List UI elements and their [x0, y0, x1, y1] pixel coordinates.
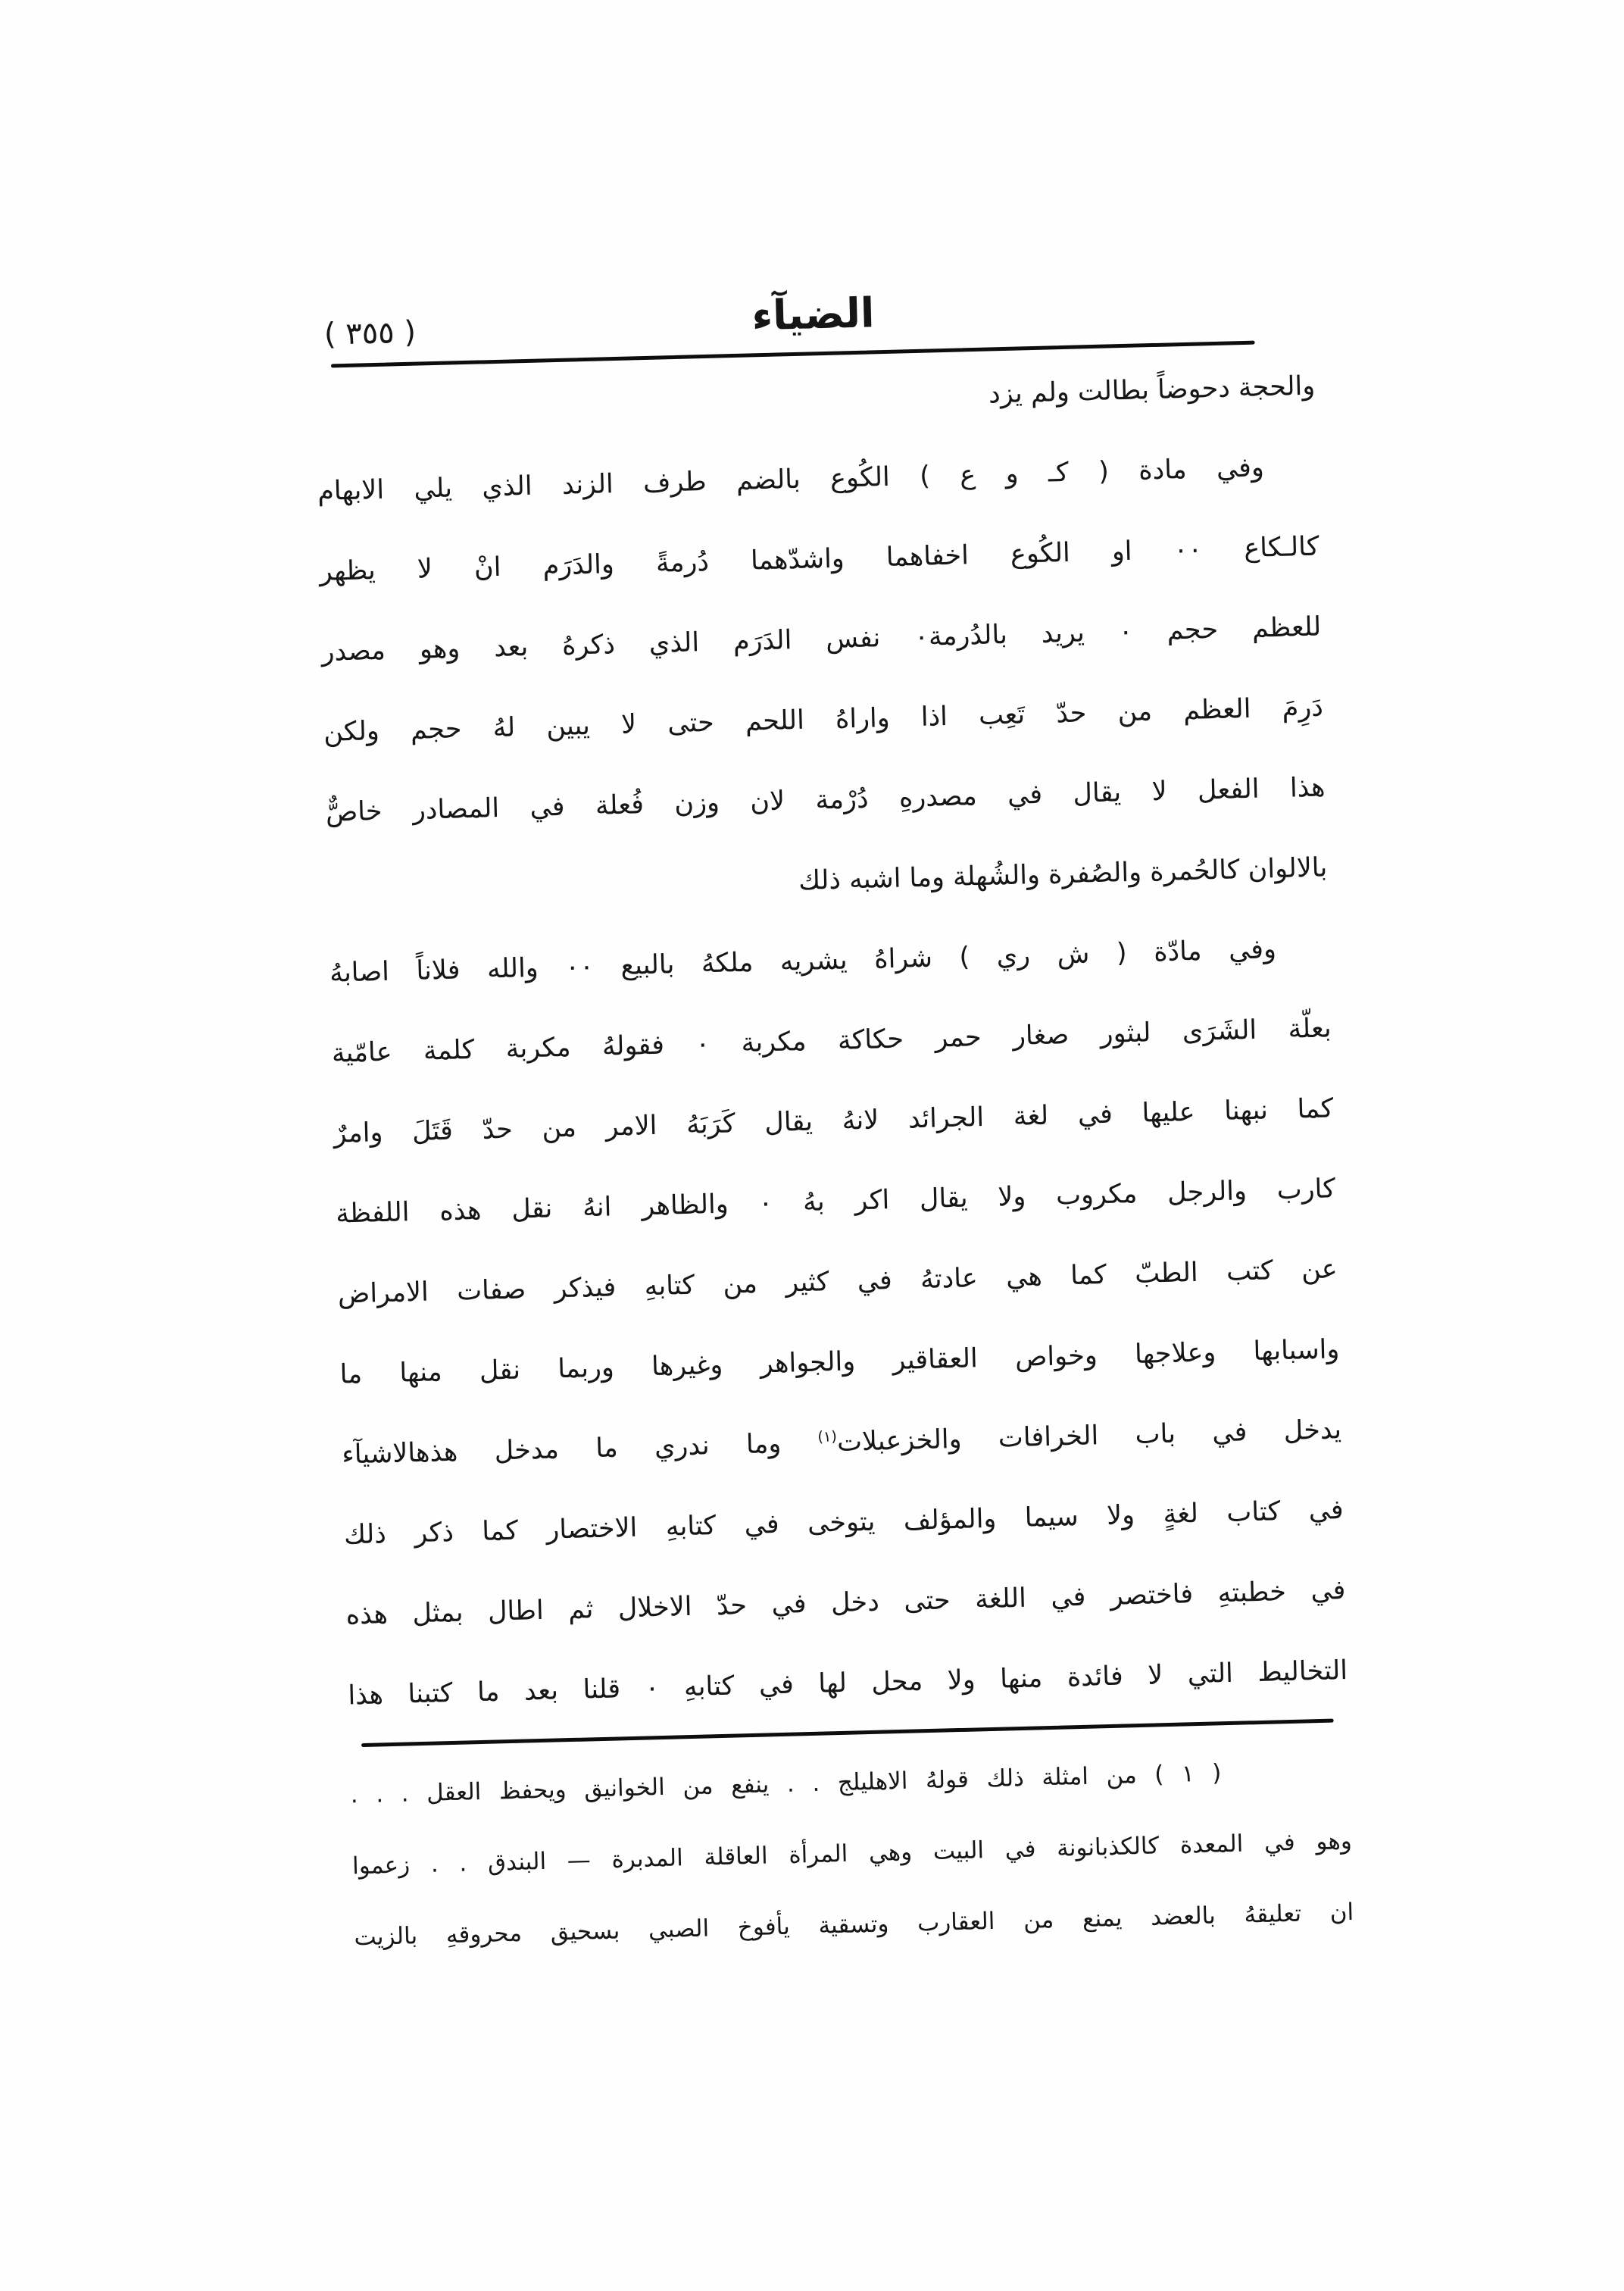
page-content — [312, 244, 1355, 1974]
body-line: هذا الفعل لا يقال في مصدرهِ دُرْمة لان وزن فُعلة في المصادر خاصٌّ — [325, 772, 1326, 828]
body-line: وفي مادّة ( ش ري ) شراهُ يشريه ملكهُ بالبيع ٠٠ والله فلاناً اصابهُ — [329, 934, 1277, 989]
line-text: يدخل في باب الخرافات والخزعبلات — [836, 1414, 1342, 1458]
body-line: كارب والرجل مكروب ولا يقال اكر بهُ ٠ والظاهر انهُ نقل هذه اللفظة — [335, 1174, 1336, 1230]
footnote-line: ان تعليقهُ بالعضد يمنع من العقارب وتسقية يأفوخ الصبي بسحيق محروقهِ بالزيت — [354, 1898, 1354, 1952]
body-line: في كتاب لغةٍ ولا سيما والمؤلف يتوخى في كتابهِ الاختصار كما ذكر ذلك — [343, 1495, 1344, 1551]
body-line: دَرِمَ العظم من حدّ تَعِب اذا واراهُ اللحم حتى لا يبين لهُ حجم ولكن — [323, 692, 1324, 748]
body-line: في خطبتهِ فاختصر في اللغة حتى دخل في حدّ الاخلال ثم اطال بمثل هذه — [345, 1575, 1346, 1631]
body-line: عن كتب الطبّ كما هي عادتهُ في كثير من كتابهِ فيذكر صفات الامراض — [337, 1254, 1338, 1310]
page-header — [312, 244, 1313, 354]
body-line: وفي مادة ( كـ و ع ) الكُوع بالضم طرف الزند الذي يلي الابهام — [317, 452, 1265, 507]
body-line: واسبابها وعلاجها وخواص العقاقير والجواهر وغيرها وربما نقل منها ما — [339, 1334, 1340, 1390]
page-number: ( ٣٥٥ ) — [323, 314, 417, 352]
body-line: والحجة دحوضاً بطالت ولم يزد — [988, 370, 1316, 410]
body-line: بعلّة الشَرَى لبثور صغار حمر حكاكة مكربة ٠ فقولهُ مكربة كلمة عامّية — [331, 1013, 1332, 1069]
footnote-line: وهو في المعدة كالكذبانونة في البيت وهي المرأة العاقلة المدبرة — البندق . . زعموا — [351, 1827, 1353, 1880]
footnote-text — [350, 1734, 1355, 1973]
body-line: للعظم حجم ٠ يريد بالدُرمة٠ نفس الدَرَم الذي ذكرهُ بعد وهو مصدر — [321, 611, 1322, 667]
body-line: التخاليط التي لا فائدة منها ولا محل لها في كتابهِ ٠ قلنا بعد ما كتبنا هذا — [347, 1655, 1348, 1711]
line-text: وما ندري ما مدخل هذهالاشيآء — [341, 1427, 819, 1471]
page-title: الضيآء — [751, 289, 876, 340]
body-line: كالـكاع ٠٠ او الكُوع اخفاهما واشدّهما دُرمةً والدَرَم انْ لا يظهر — [319, 531, 1320, 587]
footnote-line: ( ١ ) من امثلة ذلك قولهُ الاهليلج . . ينفع من الخوانيق ويحفظ العقل . . . — [350, 1759, 1222, 1809]
body-line: بالالوان كالحُمرة والصُفرة والشُهلة وما اشبه ذلك — [798, 852, 1328, 897]
body-text — [314, 346, 1348, 1736]
footnote-reference-marker: (١) — [817, 1427, 838, 1446]
body-line: كما نبهنا عليها في لغة الجرائد لانهُ يقال كَرَبَهُ الامر من حدّ قَتَلَ وامرٌ — [333, 1093, 1334, 1149]
